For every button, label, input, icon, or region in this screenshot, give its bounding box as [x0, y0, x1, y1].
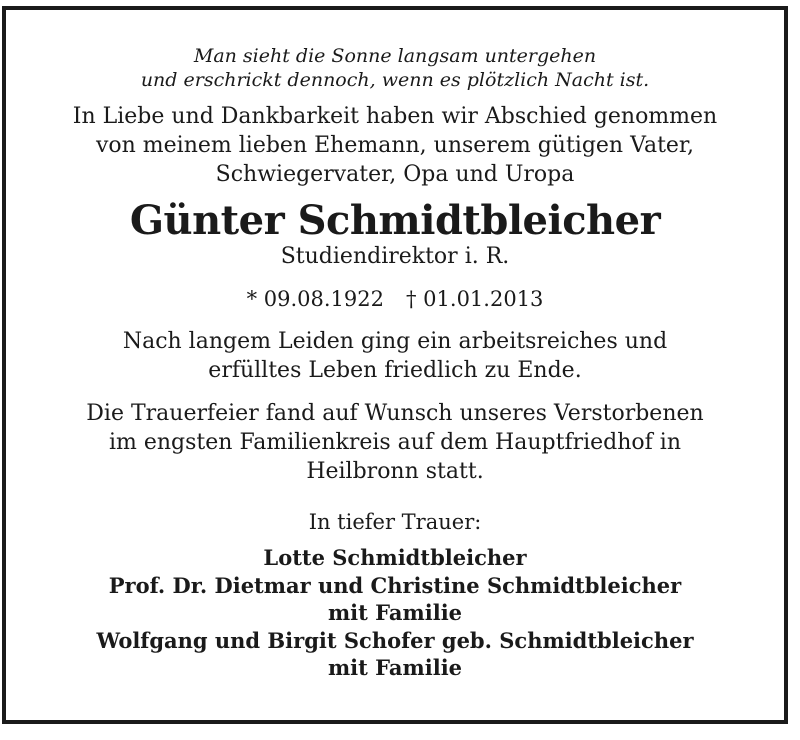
signers-list [6, 544, 784, 682]
paragraph-line: im engsten Familienkreis auf dem Hauptfriedhof in [108, 430, 682, 455]
paragraph-funeral [6, 399, 784, 486]
signer-line: mit Familie [327, 655, 463, 680]
signer-line: Prof. Dr. Dietmar und Christine Schmidtbleicher [108, 572, 682, 598]
signer-line: Wolfgang und Birgit Schofer geb. Schmidtbleicher [96, 627, 694, 653]
paragraph-line: Heilbronn statt. [306, 459, 484, 484]
intro-line: In Liebe und Dankbarkeit haben wir Abschied genommen [72, 104, 718, 129]
motto-quote [6, 44, 784, 92]
life-dates [6, 285, 784, 313]
paragraph-line: Die Trauerfeier fand auf Wunsch unseres Verstorbenen [86, 401, 704, 426]
death-date: † 01.01.2013 [406, 287, 544, 311]
paragraph-line: Nach langem Leiden ging ein arbeitsreiches und [122, 329, 668, 354]
paragraph-passing [6, 327, 784, 385]
signer-line: Lotte Schmidtbleicher [263, 545, 527, 570]
intro-line: von meinem lieben Ehemann, unserem gütigen Vater, [95, 133, 695, 158]
motto-line: und erschrickt dennoch, wenn es plötzlich Nacht ist. [140, 69, 650, 91]
intro-text [6, 102, 784, 189]
intro-line: Schwiegervater, Opa und Uropa [215, 162, 575, 187]
obituary-notice [2, 6, 788, 724]
signer-line: mit Familie [327, 600, 463, 625]
obituary-content [6, 44, 784, 682]
deceased-name: Günter Schmidtbleicher [129, 197, 661, 244]
birth-date: * 09.08.1922 [246, 287, 384, 311]
motto-line: Man sieht die Sonne langsam untergehen [193, 45, 597, 67]
deceased-title: Studiendirektor i. R. [280, 244, 510, 269]
mourning-label: In tiefer Trauer: [308, 510, 482, 534]
paragraph-line: erfülltes Leben friedlich zu Ende. [208, 358, 582, 383]
